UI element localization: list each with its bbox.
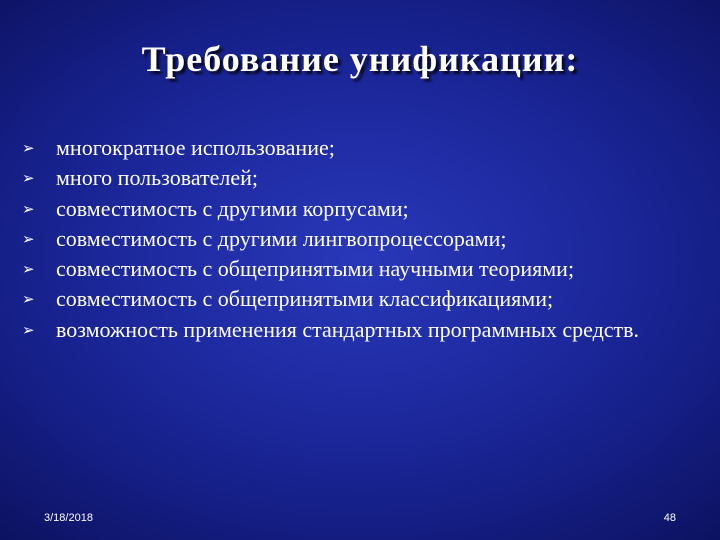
arrow-bullet-icon: ➢	[22, 139, 35, 157]
bullet-item	[22, 133, 712, 163]
bullet-item	[22, 163, 712, 193]
bullet-item	[22, 194, 712, 224]
slide-number: 48	[663, 512, 676, 524]
arrow-bullet-icon: ➢	[22, 229, 35, 248]
arrow-bullet-icon: ➢	[22, 290, 35, 309]
bullet-text: совместимость с общепринятыми классификациями;	[56, 286, 554, 312]
footer-date: 3/18/2018	[44, 512, 93, 524]
bullet-list	[22, 133, 712, 345]
bullet-text: многократное использование;	[56, 135, 335, 160]
arrow-bullet-icon: ➢	[22, 260, 35, 279]
arrow-bullet-icon: ➢	[22, 169, 35, 188]
bullet-item	[22, 254, 712, 284]
bullet-text: возможность применения стандартных программных средств.	[56, 316, 640, 342]
bullet-item	[22, 224, 712, 254]
bullet-text: совместимость с другими лингвопроцессорами;	[56, 225, 507, 251]
bullet-item	[22, 315, 712, 345]
bullet-item	[22, 284, 712, 314]
bullet-text: совместимость с общепринятыми научными теориями;	[56, 256, 575, 282]
bullet-text: много пользователей;	[56, 165, 259, 191]
arrow-bullet-icon: ➢	[22, 199, 35, 218]
slide-title: Требование унификации:	[141, 39, 579, 79]
arrow-bullet-icon: ➢	[22, 320, 35, 339]
bullet-text: совместимость с другими корпусами;	[56, 195, 409, 221]
